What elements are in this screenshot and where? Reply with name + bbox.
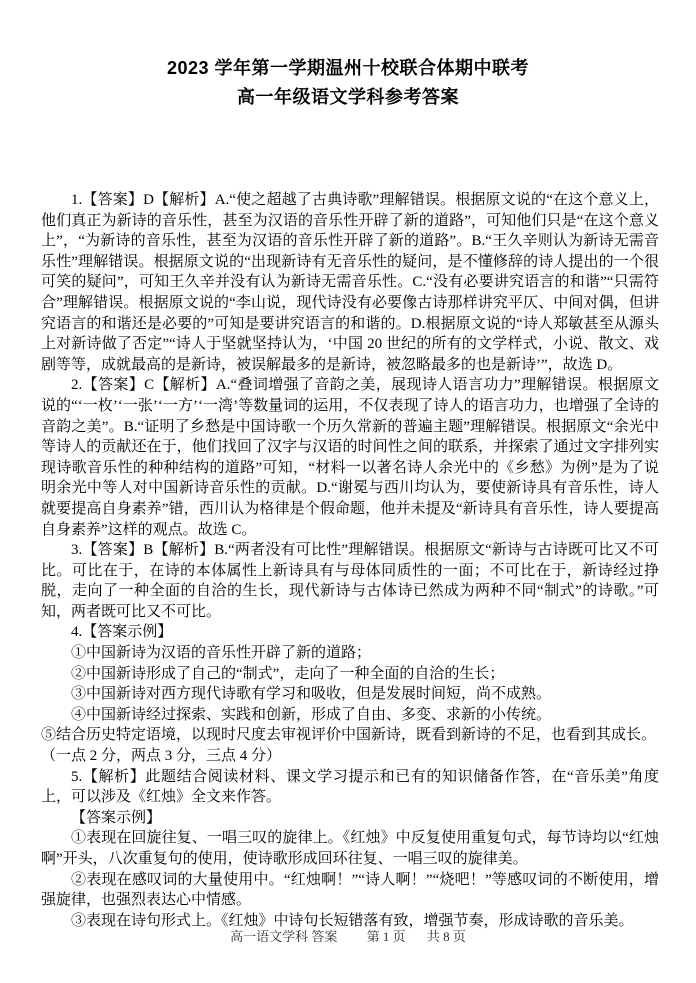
- answer-5-example-heading: 【答案示例】: [71, 809, 162, 826]
- answer-4-item-3: ③中国新诗对西方现代诗歌有学习和吸收，但是发展时间短，尚不成熟。: [71, 686, 552, 703]
- document-subtitle: 高一年级语文学科参考答案: [237, 87, 459, 107]
- answer-3: 3.【答案】B【解析】B.“两者没有可比性”理解错误。根据原文“新诗与古诗既可比又不可比。可比在于，在诗的本体属性上新诗具有与母体同质性的一面；不可比在于，新诗经过挣脱，走向了一种全面的自洽的生长，现代新诗与古体诗已然成为两种不同“制式”的诗歌。”可知，两者既可比又不可比。: [41, 542, 659, 620]
- answer-key-body: [41, 190, 659, 931]
- answer-5-item-3: ③表现在诗句形式上。《红烛》中诗句长短错落有致，增强节奏，形成诗歌的音乐美。: [71, 912, 634, 929]
- answer-4-item-5: ⑤结合历史特定语境，以现时尺度去审视评价中国新诗，既看到新诗的不足，也看到其成长。: [41, 727, 657, 744]
- answer-1: 1.【答案】D【解析】A.“使之超越了古典诗歌”理解错误。根据原文说的“在这个意义上，他们真正为新诗的音乐性，甚至为汉语的音乐性开辟了新的道路”，可知他们只是“在这个意义上”，“为新诗的音乐性，甚至为汉语的音乐性开辟了新的道路”。B.“王久辛则认为新诗无需音乐性”理解错误。根据原文说的“出现新诗有无音乐性的疑问，是不懂修辞的诗人提出的一个很可笑的疑问”，可知王久辛并没有认为新诗无需音乐性。C.“没有必要讲究语言的和谐”“只需符合”理解错误。根据原文说的“李山说，现代诗没有必要像古诗那样讲究平仄、中间对偶，但讲究语言的和谐还是必要的”可知是要讲究语言的和谐的。D.根据原文说的“诗人郑敏甚至从源头上对新诗做了否定”“诗人于坚就坚持认为，‘中国 20 世纪的所有的文学样式，小说、散文、戏剧等等，成就最高的是新诗，被误解最多的是新诗，被忽略最多的也是新诗’”，故选 D。: [41, 192, 659, 373]
- answer-5-item-1: ①表现在回旋往复、一唱三叹的旋律上。《红烛》中反复使用重复句式，每节诗均以“红烛啊”开头，八次重复句的使用，使诗歌形成回环往复、一唱三叹的旋律美。: [41, 830, 659, 867]
- answer-4-scoring-note: （一点 2 分，两点 3 分，三点 4 分）: [41, 748, 282, 765]
- document-title: 2023 学年第一学期温州十校联合体期中联考: [166, 58, 530, 78]
- page-footer: [0, 926, 696, 945]
- answer-2: 2.【答案】C【解析】A.“叠词增强了音韵之美，展现诗人语言功力”理解错误。根据原文说的“‘一枚’‘一张’‘一方’‘一湾’等数量词的运用，不仅表现了诗人的语言功力，也增强了全诗的音韵之美”。B.“证明了乡愁是中国诗歌一个历久常新的普遍主题”理解错误。根据原文“余光中等诗人的贡献还在于，他们找回了汉字与汉语的时间性之间的联系，并探索了通过文字排列实现诗歌音乐性的种种结构的道路”可知，“材料一以著名诗人余光中的《乡愁》为例”是为了说明余光中等人对中国新诗音乐性的贡献。D.“谢冕与西川均认为，要使新诗具有音乐性，诗人就要提高自身素养”错，西川认为格律是个假命题，他并未提及“新诗具有音乐性，诗人要提高自身素养”这样的观点。故选 C。: [41, 377, 659, 538]
- answer-4-item-2: ②中国新诗形成了自己的“制式”，走向了一种全面的自洽的生长；: [71, 665, 505, 682]
- answer-5-item-2: ②表现在感叹词的大量使用中。“红烛啊！”“诗人啊！”“烧吧！”等感叹词的不断使用，增强旋律，也强烈表达心中情感。: [41, 871, 659, 909]
- answer-4-item-4: ④中国新诗经过探索、实践和创新，形成了自由、多变、求新的小传统。: [71, 706, 552, 723]
- answer-5-analysis: 5.【解析】此题结合阅读材料、课文学习提示和已有的知识储备作答，在“音乐美”角度上，可以涉及《红烛》全文来作答。: [41, 768, 659, 806]
- footer-page-total: 共 8 页: [426, 929, 466, 944]
- answer-4-item-1: ①中国新诗为汉语的音乐性开辟了新的道路；: [71, 645, 372, 662]
- footer-page-number: 第 1 页: [366, 929, 406, 944]
- document-header: [0, 0, 696, 112]
- footer-doc-label: 高一语文学科 答案: [230, 929, 338, 944]
- answer-4-heading: 4.【答案示例】: [71, 624, 173, 641]
